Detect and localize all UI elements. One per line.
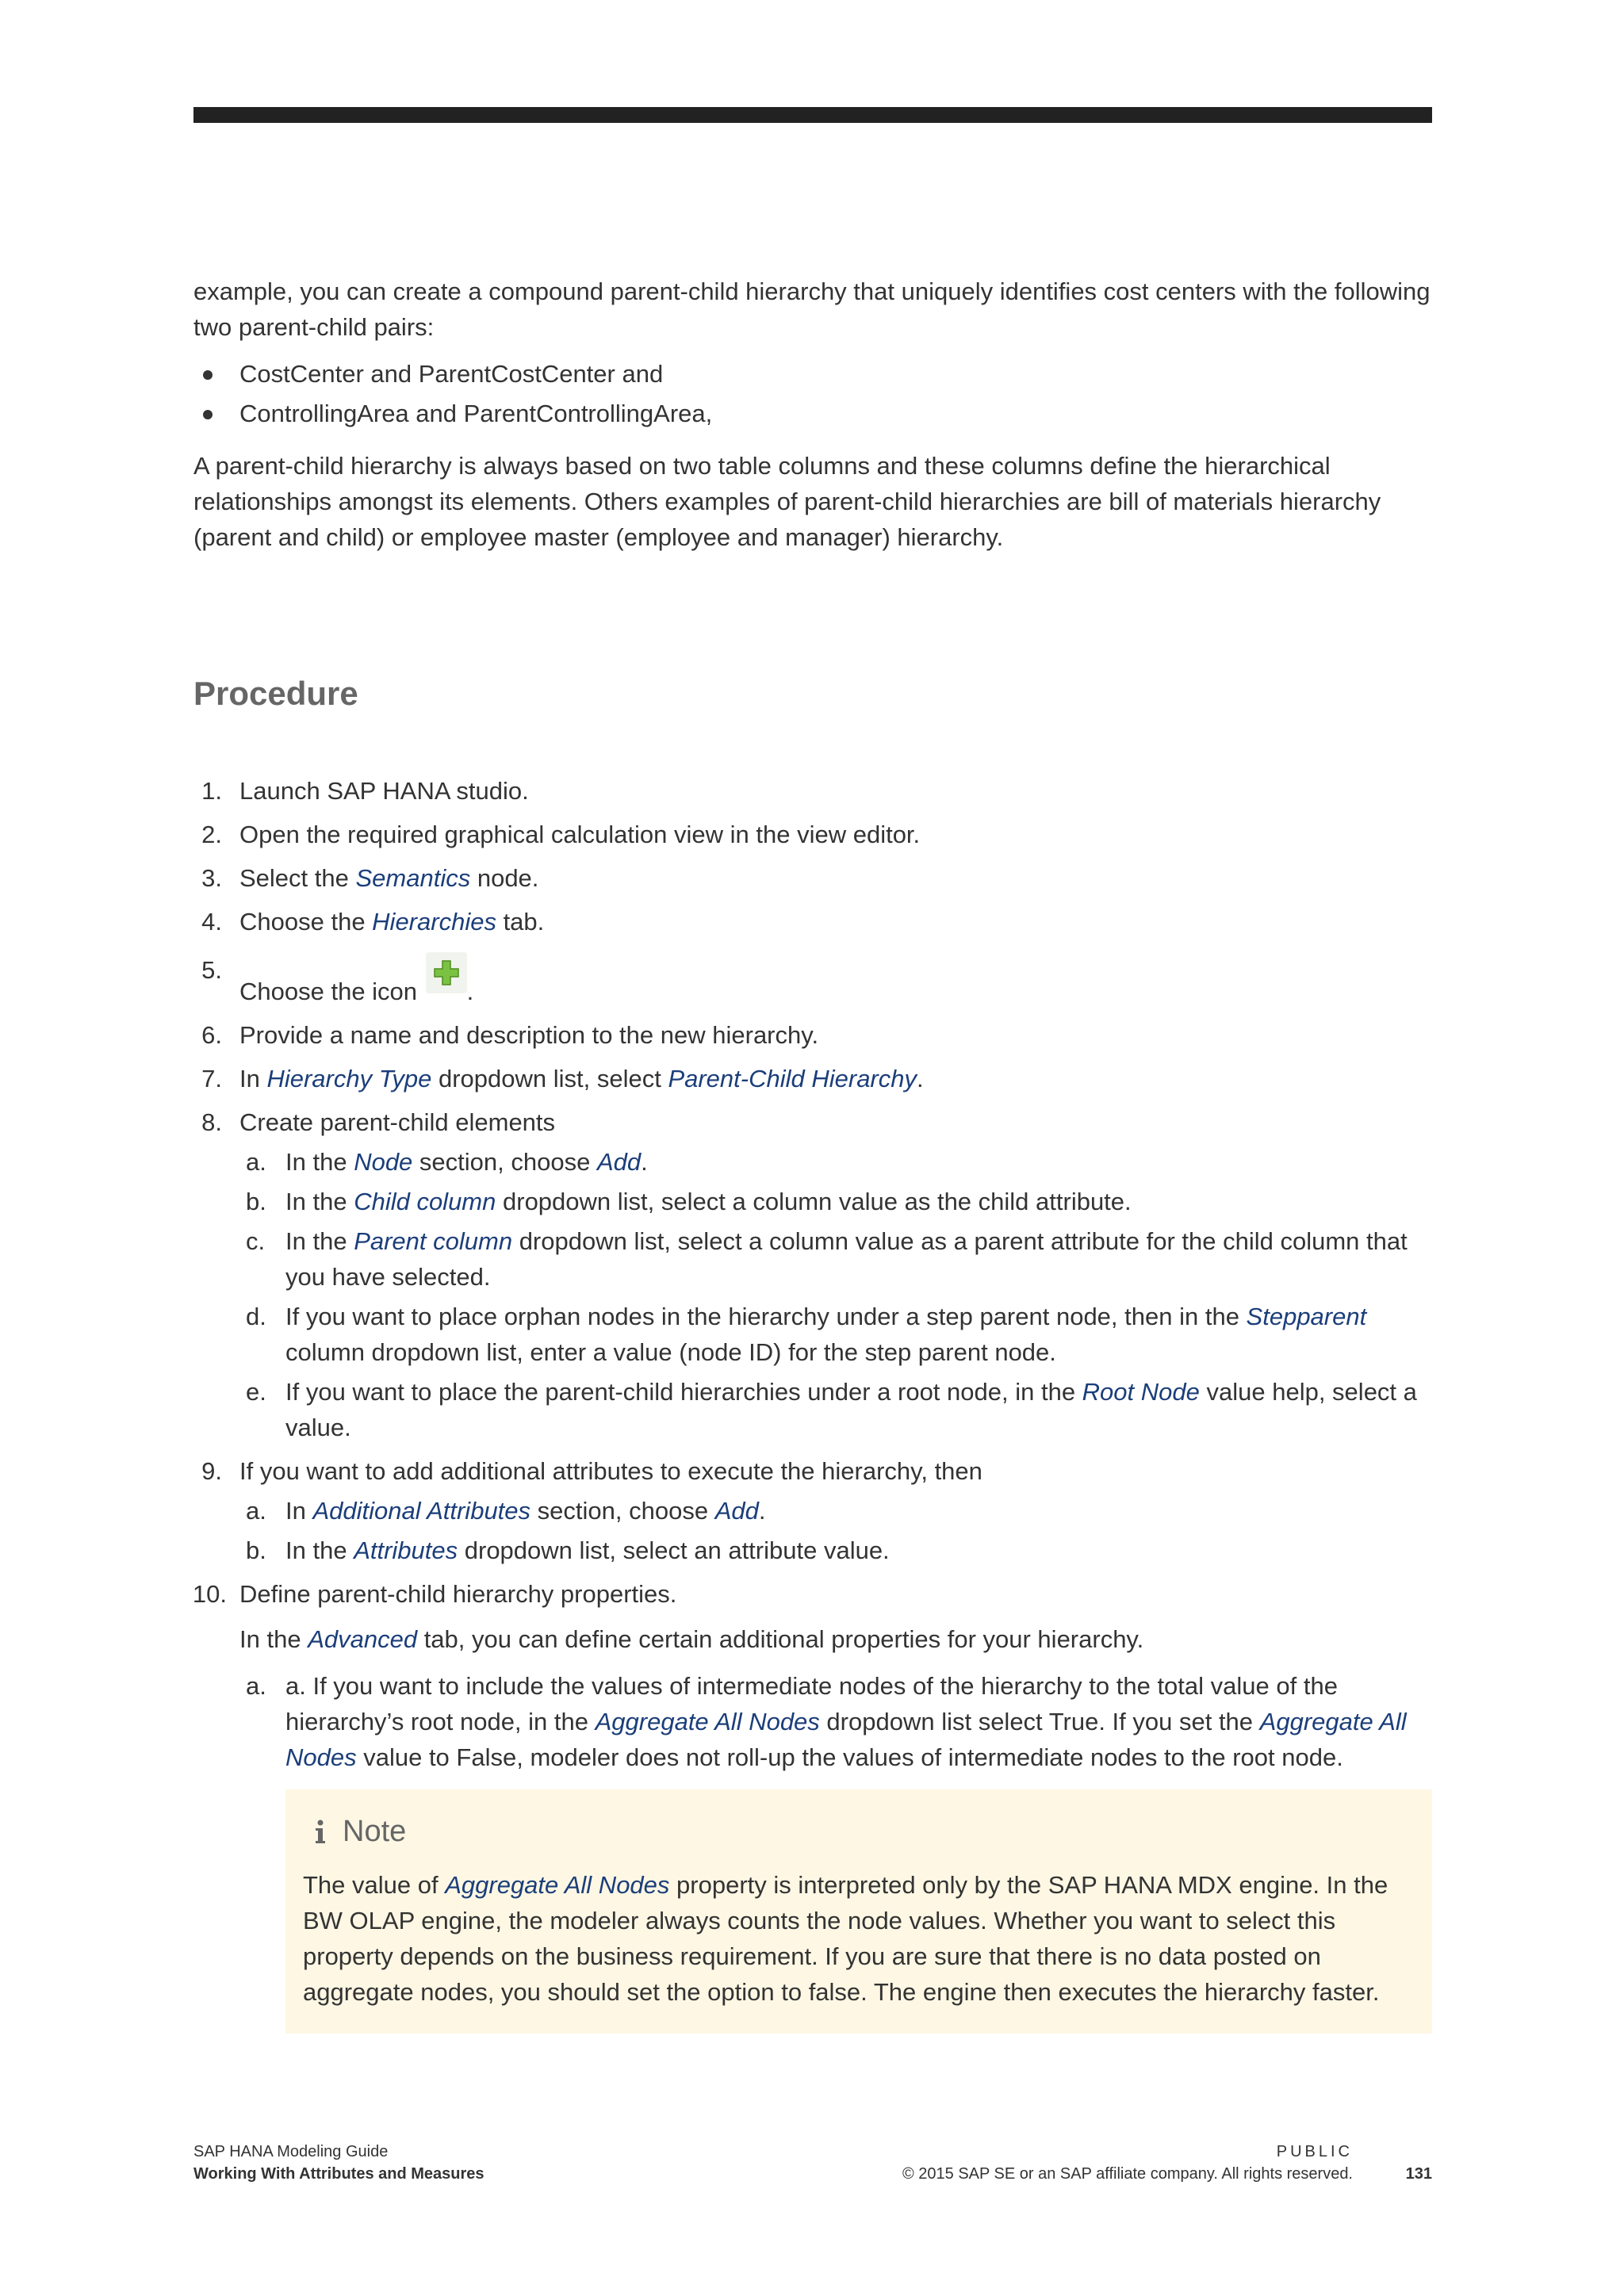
step-10 — [193, 1576, 1432, 2034]
step-7 — [193, 1061, 1432, 1096]
substep — [239, 1184, 1432, 1219]
substep-letter: b. — [246, 1188, 266, 1215]
advanced-tab-paragraph — [239, 1621, 1432, 1657]
ui-term-aggregate-all-nodes: Aggregate All Nodes — [445, 1871, 670, 1899]
note-text: The value of — [303, 1871, 446, 1899]
substep — [193, 1668, 1432, 1775]
substep-letter: e. — [246, 1378, 266, 1406]
explanation-paragraph: A parent-child hierarchy is always based on two table columns and these columns define the hierarchical relationships amongst its elements. Others examples of parent-child hierarchies are bill of materials hierarchy (parent and child) or employee master (employee and manager) hierarchy. — [193, 452, 1381, 551]
ui-term-parent-child-hierarchy: Parent-Child Hierarchy — [668, 1065, 917, 1093]
step-9 — [193, 1453, 1432, 1568]
substep-text: If you want to place orphan nodes in the hierarchy under a step parent node, then in the — [285, 1303, 1247, 1330]
substep-text: In the — [285, 1536, 354, 1564]
procedure-heading: Procedure — [193, 675, 358, 712]
ui-term-stepparent: Stepparent — [1246, 1303, 1367, 1330]
step-number: 10. — [192, 1580, 227, 1608]
substep-letter: c. — [246, 1227, 266, 1255]
substep-text: . — [641, 1148, 648, 1176]
step-1 — [193, 773, 1432, 809]
list-item: CostCenter and ParentCostCenter and — [193, 354, 1432, 394]
substeps — [239, 1493, 1432, 1568]
ui-term-hierarchies: Hierarchies — [372, 908, 496, 936]
step-text: If you want to add additional attributes to execute the hierarchy, then — [239, 1457, 982, 1485]
substep-text: In the — [285, 1188, 354, 1215]
copyright-text: © 2015 SAP SE or an SAP affiliate company. All rights reserved. — [902, 2165, 1353, 2183]
substep-text: dropdown list select True. If you set the — [819, 1708, 1260, 1735]
substep-letter: b. — [246, 1536, 266, 1564]
intro-paragraph: example, you can create a compound parent-child hierarchy that uniquely identifies cost centers with the following two parent-child pairs: — [193, 277, 1431, 341]
substep-text: In the — [285, 1148, 354, 1176]
step-number: 2. — [201, 821, 222, 848]
step-number: 8. — [201, 1108, 222, 1136]
ui-term-aggregate-all-nodes: Aggregate All Nodes — [595, 1708, 820, 1735]
substep-letter: a. — [246, 1148, 266, 1176]
add-plus-icon — [426, 952, 467, 993]
list-item: ControllingArea and ParentControllingArea, — [193, 394, 1432, 434]
substep-text: dropdown list, select a column value as a parent attribute for the child column that you have selected. — [285, 1227, 1408, 1291]
substep-text: dropdown list, select an attribute value. — [458, 1536, 890, 1564]
paragraph-text: In the — [239, 1625, 308, 1653]
substep-letter: a. — [246, 1497, 266, 1525]
header-rule — [193, 107, 1432, 123]
ui-term-attributes: Attributes — [354, 1536, 458, 1564]
note-title: Note — [343, 1815, 407, 1848]
substep — [239, 1493, 1432, 1529]
substep-text: section, choose — [412, 1148, 597, 1176]
step-text: node. — [470, 864, 539, 892]
step-text: . — [466, 978, 474, 1005]
step-3 — [193, 860, 1432, 896]
classification-label: PUBLIC — [1276, 2143, 1353, 2160]
procedure-steps — [193, 773, 1432, 2034]
substep-letter: d. — [246, 1303, 266, 1330]
paragraph-text: tab, you can define certain additional properties for your hierarchy. — [417, 1625, 1144, 1653]
step-text: dropdown list, select — [431, 1065, 668, 1093]
footer-right — [902, 2141, 1353, 2185]
substep — [239, 1144, 1432, 1180]
ui-term-add: Add — [714, 1497, 759, 1525]
note-body — [303, 1867, 1415, 2010]
substep — [239, 1533, 1432, 1568]
pairs-list — [193, 354, 1432, 434]
substep-letter: a. — [246, 1672, 266, 1700]
substep-text: In the — [285, 1227, 354, 1255]
note-text: property is interpreted only by the SAP HANA MDX engine. In the BW OLAP engine, the modeler always counts the node values. Whether you want to select this property depends on the business requirement. If you are sure that there is no data posted on aggregate nodes, you should set the option to false. The engine then executes the hierarchy faster. — [303, 1871, 1388, 2006]
ui-term-aggregate-all-nodes: Aggregate All Nodes — [285, 1708, 1407, 1771]
ui-term-parent-column: Parent column — [354, 1227, 513, 1255]
ui-term-advanced: Advanced — [308, 1625, 418, 1653]
substep — [239, 1223, 1432, 1295]
ui-term-child-column: Child column — [354, 1188, 496, 1215]
step-text: Create parent-child elements — [239, 1108, 556, 1136]
step-text: Select the — [239, 864, 356, 892]
step-text: Define parent-child hierarchy properties. — [239, 1580, 677, 1608]
guide-title: SAP HANA Modeling Guide — [193, 2143, 389, 2160]
substep-text: section, choose — [530, 1497, 715, 1525]
step-number: 3. — [201, 864, 222, 892]
substep-text: value to False, modeler does not roll-up the values of intermediate nodes to the root node. — [356, 1743, 1343, 1771]
step-5 — [193, 952, 1432, 1009]
note-header — [303, 1813, 1415, 1850]
step-text: Provide a name and description to the new hierarchy. — [239, 1021, 819, 1049]
step-text: Choose the — [239, 908, 373, 936]
step-text: Choose the icon — [239, 978, 424, 1005]
page-number: 131 — [1405, 2165, 1432, 2183]
substep-text: . — [758, 1497, 766, 1525]
substep — [239, 1299, 1432, 1370]
ui-term-add: Add — [596, 1148, 642, 1176]
info-icon — [309, 1816, 331, 1847]
substep-text: column dropdown list, enter a value (node ID) for the step parent node. — [285, 1338, 1056, 1366]
substep — [239, 1374, 1432, 1445]
step-text: tab. — [496, 908, 545, 936]
page-content — [193, 274, 1432, 2042]
step-2 — [193, 817, 1432, 852]
ui-term-node: Node — [354, 1148, 413, 1176]
step-text: Launch SAP HANA studio. — [239, 777, 529, 805]
step-6 — [193, 1017, 1432, 1053]
substeps — [239, 1144, 1432, 1445]
note-box — [285, 1789, 1432, 2034]
substep-text: dropdown list, select a column value as the child attribute. — [496, 1188, 1132, 1215]
step-number: 6. — [201, 1021, 222, 1049]
ui-term-semantics: Semantics — [355, 864, 471, 892]
ui-term-additional-attributes: Additional Attributes — [312, 1497, 531, 1525]
ui-term-root-node: Root Node — [1082, 1378, 1200, 1406]
step-number: 4. — [201, 908, 222, 936]
ui-term-hierarchy-type: Hierarchy Type — [266, 1065, 432, 1093]
step-8 — [193, 1104, 1432, 1445]
substep-text: If you want to place the parent-child hierarchies under a root node, in the — [285, 1378, 1082, 1406]
step-text: In — [239, 1065, 267, 1093]
substeps — [193, 1668, 1432, 1775]
substep-text: a. If you want to include the values of intermediate nodes of the hierarchy to the total value of the hierarchy’s root node, in the — [285, 1672, 1338, 1735]
step-number: 9. — [201, 1457, 222, 1485]
step-number: 1. — [201, 777, 222, 805]
step-text: Open the required graphical calculation view in the view editor. — [239, 821, 921, 848]
section-title: Working With Attributes and Measures — [193, 2165, 485, 2183]
step-number: 7. — [201, 1065, 222, 1093]
footer-left — [193, 2141, 485, 2185]
step-4 — [193, 904, 1432, 939]
substep-text: value help, select a value. — [285, 1378, 1417, 1441]
substep-text: In — [285, 1497, 313, 1525]
step-text: . — [917, 1065, 924, 1093]
step-number: 5. — [201, 956, 222, 984]
